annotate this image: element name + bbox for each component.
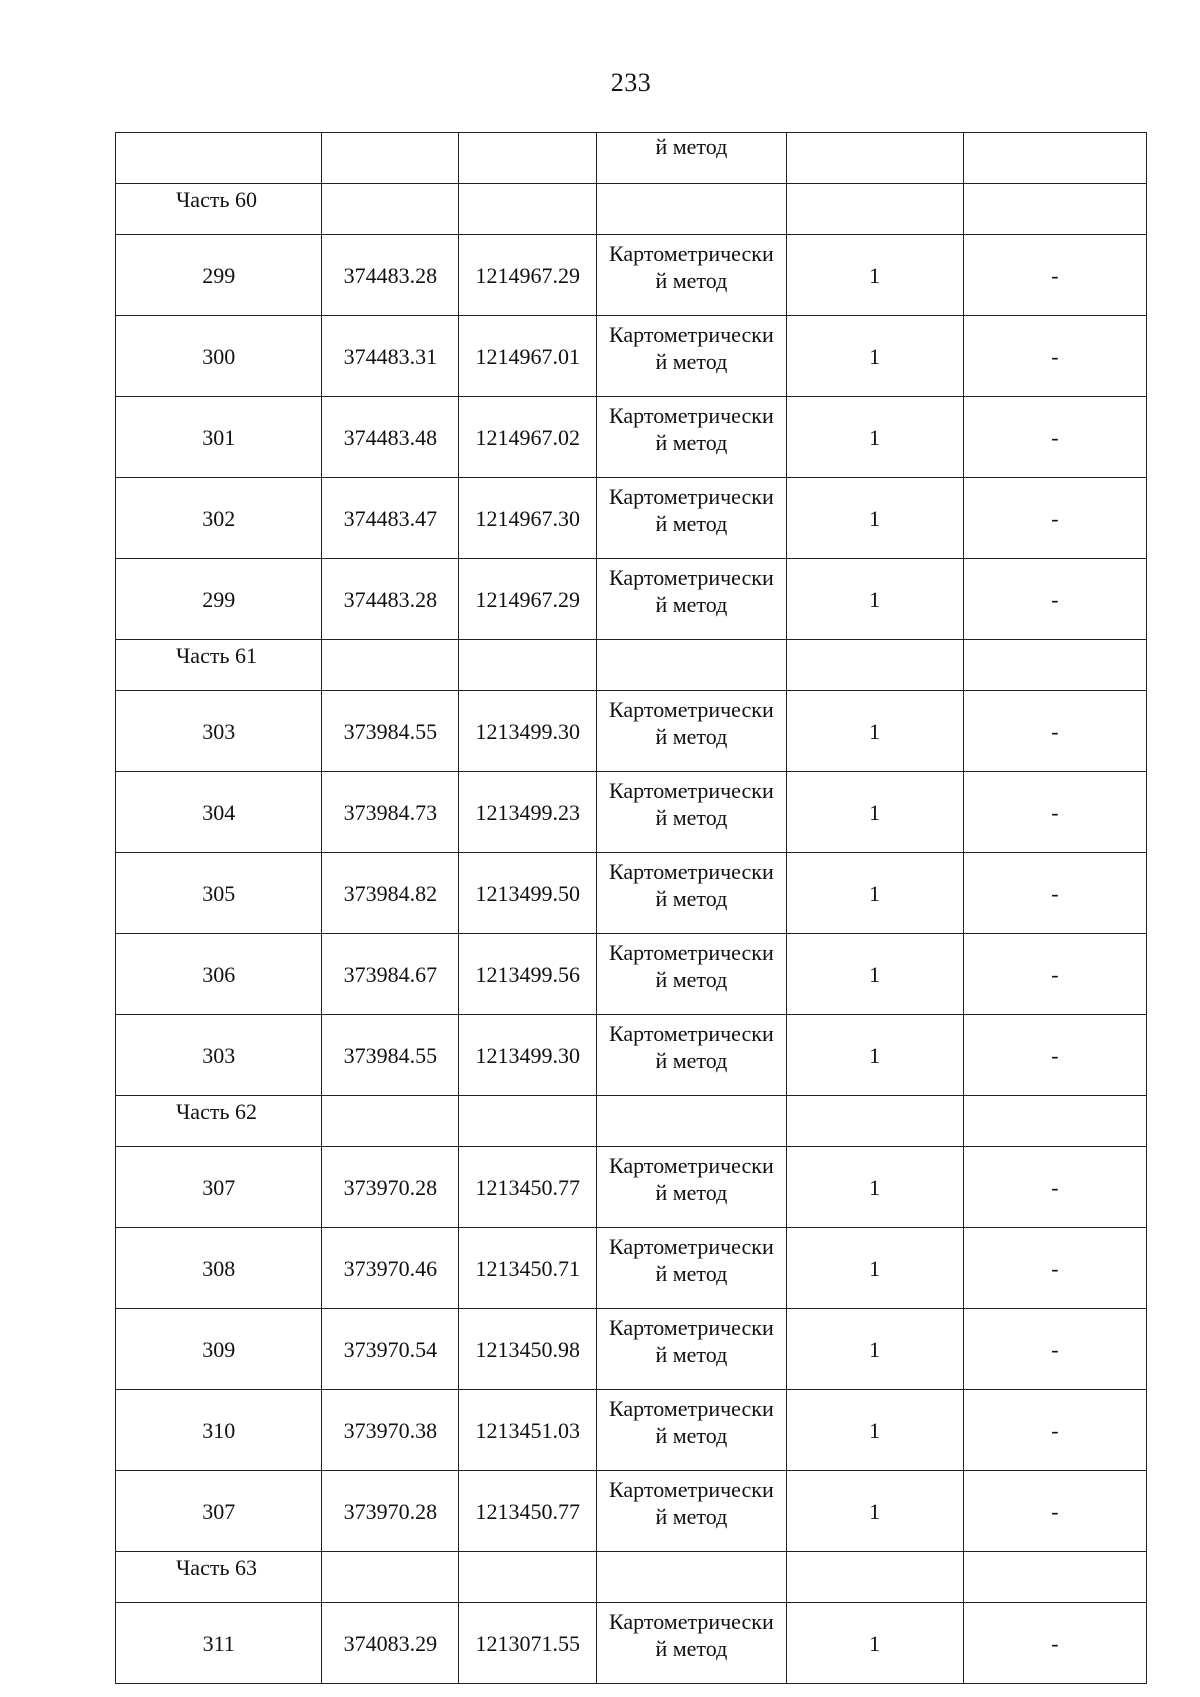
note-cell: - (963, 772, 1146, 853)
x-coordinate-cell: 373970.46 (322, 1228, 459, 1309)
accuracy-cell: 1 (786, 478, 963, 559)
part-header-row (116, 184, 1147, 235)
point-number-cell: 301 (116, 397, 322, 478)
method-line: й метод (655, 268, 728, 293)
x-coordinate-cell: 373984.55 (322, 691, 459, 772)
y-coordinate-cell: 1213450.98 (459, 1309, 597, 1390)
method-cell (597, 184, 786, 235)
table-row (116, 1390, 1147, 1471)
accuracy-cell: 1 (786, 1147, 963, 1228)
x-coordinate-cell (322, 133, 459, 184)
note-cell: - (963, 397, 1146, 478)
method-cell (597, 397, 786, 478)
method-line: й метод (655, 349, 728, 374)
method-line: й метод (655, 1636, 728, 1661)
table-row (116, 316, 1147, 397)
part-label: Часть 61 (116, 640, 322, 691)
y-coordinate-cell: 1214967.29 (459, 559, 597, 640)
method-cell (597, 235, 786, 316)
method-line: Картометрически (609, 1396, 774, 1421)
method-line: й метод (655, 886, 728, 911)
part-header-row (116, 1552, 1147, 1603)
point-number-cell: 305 (116, 853, 322, 934)
table-row (116, 691, 1147, 772)
table-row (116, 1309, 1147, 1390)
x-coordinate-cell (322, 1552, 459, 1603)
table-row (116, 1015, 1147, 1096)
part-label: Часть 62 (116, 1096, 322, 1147)
method-line: й метод (655, 724, 728, 749)
x-coordinate-cell: 374483.28 (322, 559, 459, 640)
table-row (116, 478, 1147, 559)
table-row (116, 772, 1147, 853)
method-text: й метод (655, 134, 728, 159)
coordinates-table-body (116, 133, 1147, 1684)
method-text (597, 1152, 785, 1206)
method-line: Картометрически (609, 484, 774, 509)
x-coordinate-cell: 373984.67 (322, 934, 459, 1015)
method-line: Картометрически (609, 940, 774, 965)
method-cell (597, 1309, 786, 1390)
x-coordinate-cell (322, 184, 459, 235)
y-coordinate-cell: 1214967.02 (459, 397, 597, 478)
accuracy-cell: 1 (786, 853, 963, 934)
page-number: 233 (610, 68, 652, 97)
x-coordinate-cell: 373970.28 (322, 1147, 459, 1228)
point-number-cell: 304 (116, 772, 322, 853)
method-cell (597, 1603, 786, 1684)
part-label: Часть 63 (116, 1552, 322, 1603)
method-line: Картометрически (609, 1609, 774, 1634)
note-cell: - (963, 1147, 1146, 1228)
y-coordinate-cell (459, 640, 597, 691)
accuracy-cell (786, 1096, 963, 1147)
accuracy-cell: 1 (786, 1471, 963, 1552)
note-cell: - (963, 934, 1146, 1015)
note-cell: - (963, 1309, 1146, 1390)
method-line: й метод (655, 967, 728, 992)
method-line: Картометрически (609, 1234, 774, 1259)
point-number-cell: 310 (116, 1390, 322, 1471)
coordinates-table (115, 132, 1147, 1684)
y-coordinate-cell: 1213450.77 (459, 1147, 597, 1228)
method-cell (597, 316, 786, 397)
x-coordinate-cell: 374083.29 (322, 1603, 459, 1684)
point-number-cell: 303 (116, 691, 322, 772)
method-text (597, 939, 785, 993)
method-cell (597, 1552, 786, 1603)
note-cell (963, 1552, 1146, 1603)
y-coordinate-cell: 1214967.01 (459, 316, 597, 397)
table-row (116, 853, 1147, 934)
table-row (116, 559, 1147, 640)
y-coordinate-cell: 1213499.30 (459, 691, 597, 772)
y-coordinate-cell (459, 1552, 597, 1603)
part-label: Часть 60 (116, 184, 322, 235)
accuracy-cell: 1 (786, 559, 963, 640)
method-cell (597, 1471, 786, 1552)
method-cell (597, 1015, 786, 1096)
method-text (597, 777, 785, 831)
method-line: Картометрически (609, 697, 774, 722)
accuracy-cell: 1 (786, 1603, 963, 1684)
accuracy-cell: 1 (786, 772, 963, 853)
y-coordinate-cell: 1213450.71 (459, 1228, 597, 1309)
point-number-cell: 308 (116, 1228, 322, 1309)
x-coordinate-cell (322, 640, 459, 691)
method-cell (597, 1147, 786, 1228)
y-coordinate-cell: 1214967.30 (459, 478, 597, 559)
note-cell: - (963, 853, 1146, 934)
y-coordinate-cell: 1213451.03 (459, 1390, 597, 1471)
method-line: й метод (655, 1180, 728, 1205)
point-number-cell: 307 (116, 1147, 322, 1228)
accuracy-cell: 1 (786, 316, 963, 397)
method-line: й метод (655, 592, 728, 617)
note-cell: - (963, 1471, 1146, 1552)
x-coordinate-cell: 373984.55 (322, 1015, 459, 1096)
point-number-cell: 300 (116, 316, 322, 397)
note-cell (963, 1096, 1146, 1147)
accuracy-cell (786, 640, 963, 691)
x-coordinate-cell: 373970.54 (322, 1309, 459, 1390)
method-cell (597, 1228, 786, 1309)
method-text (597, 483, 785, 537)
accuracy-cell: 1 (786, 691, 963, 772)
accuracy-cell: 1 (786, 397, 963, 478)
y-coordinate-cell: 1213071.55 (459, 1603, 597, 1684)
y-coordinate-cell (459, 1096, 597, 1147)
method-line: Картометрически (609, 403, 774, 428)
point-number-cell: 303 (116, 1015, 322, 1096)
method-cell (597, 640, 786, 691)
note-cell: - (963, 316, 1146, 397)
method-line: Картометрически (609, 322, 774, 347)
x-coordinate-cell: 374483.47 (322, 478, 459, 559)
method-line: Картометрически (609, 241, 774, 266)
method-cell (597, 133, 786, 184)
accuracy-cell (786, 133, 963, 184)
method-text (597, 1233, 785, 1287)
method-line: й метод (655, 805, 728, 830)
method-line: й метод (655, 511, 728, 536)
method-line: Картометрически (609, 1021, 774, 1046)
part-header-row (116, 640, 1147, 691)
method-line: й метод (655, 1342, 728, 1367)
point-number-cell: 306 (116, 934, 322, 1015)
y-coordinate-cell: 1214967.29 (459, 235, 597, 316)
part-header-row (116, 1096, 1147, 1147)
accuracy-cell: 1 (786, 235, 963, 316)
method-line: й метод (655, 430, 728, 455)
method-cell (597, 478, 786, 559)
method-cell (597, 853, 786, 934)
table-row (116, 934, 1147, 1015)
x-coordinate-cell: 374483.28 (322, 235, 459, 316)
note-cell: - (963, 1390, 1146, 1471)
accuracy-cell: 1 (786, 1309, 963, 1390)
method-line: й метод (655, 1261, 728, 1286)
accuracy-cell: 1 (786, 1390, 963, 1471)
note-cell: - (963, 1015, 1146, 1096)
method-cell (597, 1390, 786, 1471)
table-row (116, 235, 1147, 316)
point-number-cell: 309 (116, 1309, 322, 1390)
x-coordinate-cell: 373970.38 (322, 1390, 459, 1471)
method-cell (597, 934, 786, 1015)
note-cell: - (963, 478, 1146, 559)
method-cell (597, 559, 786, 640)
table-row (116, 1147, 1147, 1228)
table-row (116, 397, 1147, 478)
method-text (597, 1608, 785, 1662)
x-coordinate-cell: 374483.48 (322, 397, 459, 478)
method-text (597, 696, 785, 750)
point-number-cell: 307 (116, 1471, 322, 1552)
y-coordinate-cell: 1213499.50 (459, 853, 597, 934)
note-cell: - (963, 1228, 1146, 1309)
accuracy-cell: 1 (786, 934, 963, 1015)
point-number-cell: 299 (116, 235, 322, 316)
point-number-cell: 302 (116, 478, 322, 559)
point-number-cell: 311 (116, 1603, 322, 1684)
table-row (116, 1228, 1147, 1309)
y-coordinate-cell: 1213499.56 (459, 934, 597, 1015)
accuracy-cell (786, 184, 963, 235)
method-line: Картометрически (609, 1477, 774, 1502)
note-cell: - (963, 1603, 1146, 1684)
method-line: Картометрически (609, 565, 774, 590)
x-coordinate-cell: 373970.28 (322, 1471, 459, 1552)
note-cell: - (963, 235, 1146, 316)
x-coordinate-cell: 373984.82 (322, 853, 459, 934)
point-number-cell: 299 (116, 559, 322, 640)
method-text (597, 1314, 785, 1368)
accuracy-cell: 1 (786, 1228, 963, 1309)
continuation-row (116, 133, 1147, 184)
table-row (116, 1471, 1147, 1552)
method-line: й метод (655, 1504, 728, 1529)
x-coordinate-cell: 374483.31 (322, 316, 459, 397)
method-cell (597, 691, 786, 772)
note-cell: - (963, 691, 1146, 772)
method-line: Картометрически (609, 1153, 774, 1178)
method-line: й метод (655, 1423, 728, 1448)
x-coordinate-cell: 373984.73 (322, 772, 459, 853)
accuracy-cell (786, 1552, 963, 1603)
note-cell (963, 184, 1146, 235)
method-cell (597, 772, 786, 853)
table-row (116, 1603, 1147, 1684)
note-cell (963, 640, 1146, 691)
method-text (597, 1395, 785, 1449)
x-coordinate-cell (322, 1096, 459, 1147)
y-coordinate-cell (459, 184, 597, 235)
method-line: Картометрически (609, 778, 774, 803)
method-text (597, 1476, 785, 1530)
method-text (597, 321, 785, 375)
method-text (597, 402, 785, 456)
method-text (597, 1020, 785, 1074)
method-cell (597, 1096, 786, 1147)
y-coordinate-cell: 1213450.77 (459, 1471, 597, 1552)
method-line: й метод (655, 1048, 728, 1073)
method-line: Картометрически (609, 859, 774, 884)
accuracy-cell: 1 (786, 1015, 963, 1096)
note-cell (963, 133, 1146, 184)
y-coordinate-cell: 1213499.30 (459, 1015, 597, 1096)
y-coordinate-cell: 1213499.23 (459, 772, 597, 853)
note-cell: - (963, 559, 1146, 640)
method-line: Картометрически (609, 1315, 774, 1340)
method-text (597, 240, 785, 294)
y-coordinate-cell (459, 133, 597, 184)
method-text (597, 564, 785, 618)
point-cell (116, 133, 322, 184)
method-text (597, 858, 785, 912)
